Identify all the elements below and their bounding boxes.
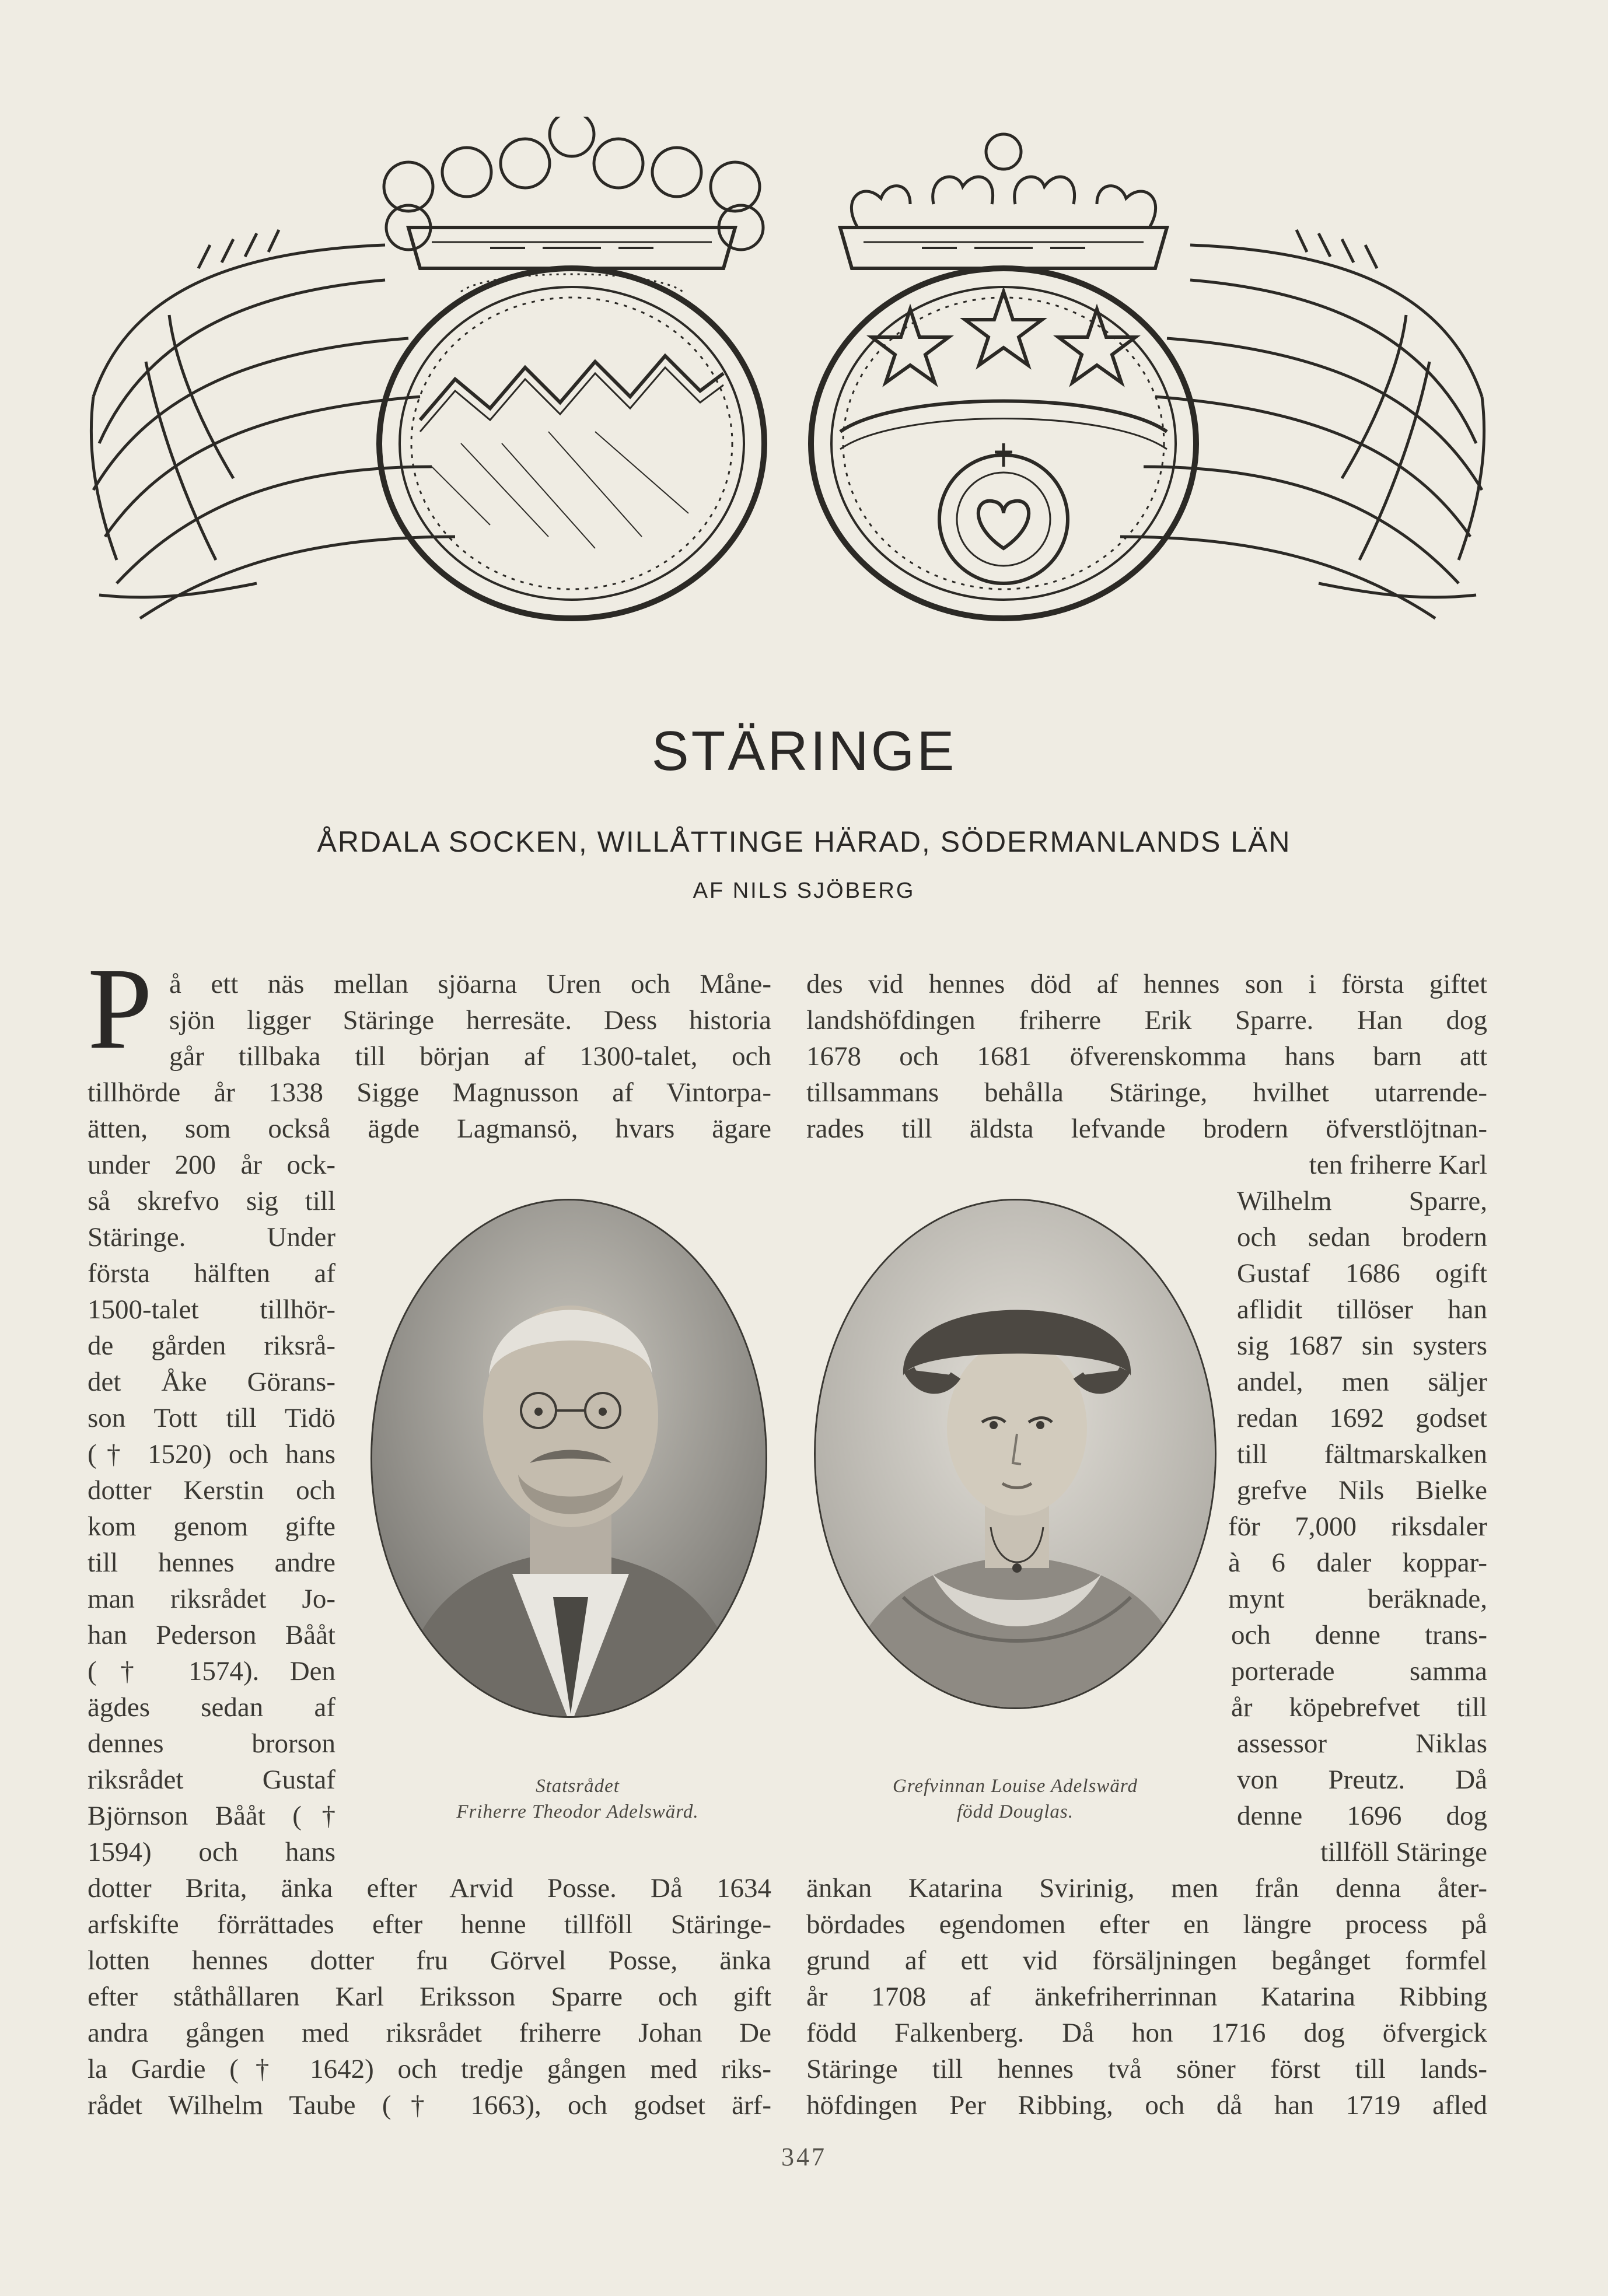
text-line: mynt beräknade, [1228,1584,1487,1614]
page-subtitle: ÅRDALA SOCKEN, WILLÅTTINGE HÄRAD, SÖDERMANLANDS LÄN [317,825,1291,858]
portrait-caption-line1: Grefvinnan Louise Adelswärd [893,1776,1138,1797]
text-line: grund af ett vid försäljningen begånget formfel [806,1945,1487,1976]
text-line: Stäringe till hennes två söner först till lands- [806,2054,1487,2084]
text-line: redan 1692 godset [1237,1403,1487,1433]
text-line: Stäringe. Under [88,1222,335,1252]
text-line: riksrådet Gustaf [88,1765,335,1795]
text-line: des vid hennes död af hennes son i första giftet [806,969,1487,999]
text-line: tillhörde år 1338 Sigge Magnusson af Vintorpa- [88,1077,771,1108]
text-line: efter ståthållaren Karl Eriksson Sparre och gift [88,1982,771,2012]
text-line: rades till äldsta lefvande brodern öfverstlöjtnan- [806,1114,1487,1144]
text-line: född Falkenberg. Då hon 1716 dog öfvergick [806,2018,1487,2048]
portrait-woman-icon [816,1200,1217,1709]
text-line: höfdingen Per Ribbing, och då han 1719 afled [806,2090,1487,2120]
text-line: assessor Niklas [1237,1728,1487,1759]
text-line: och denne trans- [1231,1620,1487,1650]
text-line: († 1574). Den [88,1656,335,1686]
text-line: de gården riksrå- [88,1331,335,1361]
drop-cap: P [88,944,153,1073]
portrait-caption-line1: Statsrådet [536,1776,620,1797]
portrait-man-icon [372,1200,767,1718]
text-line: kom genom gifte [88,1511,335,1542]
text-line: 1678 och 1681 öfverenskomma hans barn att [806,1041,1487,1072]
text-line: aflidit tillöser han [1237,1294,1487,1325]
author-byline: AF NILS SJÖBERG [693,878,915,903]
text-line: landshöfdingen friherre Erik Sparre. Han dog [806,1005,1487,1035]
shield-left-mountains-icon [379,268,764,618]
text-line: sjön ligger Stäringe herresäte. Dess historia [169,1005,771,1035]
text-line: grefve Nils Bielke [1237,1475,1487,1506]
text-line: la Gardie († 1642) och tredje gången med riks- [88,2054,771,2084]
text-line: år 1708 af änkefriherrinnan Katarina Ribbing [806,1982,1487,2012]
portrait-caption-line2: Friherre Theodor Adelswärd. [456,1801,699,1822]
crown-left-pearls-icon [384,117,763,268]
text-line: à 6 daler koppar- [1228,1548,1487,1578]
text-line: bördades egendomen efter en längre process på [806,1909,1487,1940]
coat-of-arms-banner [82,117,1494,642]
text-line: går tillbaka till början af 1300-talet, och [169,1041,771,1072]
portrait-caption-line2: född Douglas. [956,1801,1074,1822]
text-line: till hennes andre [88,1548,335,1578]
text-line: änkan Katarina Svirinig, men från denna åter- [806,1873,1487,1903]
text-line: tillsammans behålla Stäringe, hvilhet utarrende- [806,1077,1487,1108]
page-title: STÄRINGE [651,720,957,782]
text-line: († 1520) och hans [88,1439,335,1469]
text-line: Björnson Bååt († [88,1801,335,1831]
text-line: tillföll Stäringe [1320,1837,1487,1867]
text-line: för 7,000 riksdaler [1228,1511,1487,1542]
text-line: ätten, som också ägde Lagmansö, hvars ägare [88,1114,771,1144]
text-line: rådet Wilhelm Taube († 1663), och godset ärf- [88,2090,771,2120]
text-line: 1594) och hans [88,1837,335,1867]
text-line: och sedan brodern [1237,1222,1487,1252]
text-line: dennes brorson [88,1728,335,1759]
text-line: 1500-talet tillhör- [88,1294,335,1325]
text-line: första hälften af [88,1258,335,1289]
text-line: andra gången med riksrådet friherre Johan De [88,2018,771,2048]
text-line: han Pederson Bååt [88,1620,335,1650]
text-line: lotten hennes dotter fru Görvel Posse, änka [88,1945,771,1976]
text-line: von Preutz. Då [1237,1765,1487,1795]
shield-right-stars-rose-icon [811,268,1196,618]
text-line: under 200 år ock- [88,1150,335,1180]
text-line: son Tott till Tidö [88,1403,335,1433]
text-line: å ett näs mellan sjöarna Uren och Måne- [169,969,771,999]
portrait-theodor-adelsward [370,1199,767,1718]
portrait-louise-adelsward [814,1199,1217,1709]
page-number: 347 [781,2143,827,2171]
text-line: Wilhelm Sparre, [1237,1186,1487,1216]
text-line: dotter Brita, änka efter Arvid Posse. Då 1634 [88,1873,771,1903]
text-line: denne 1696 dog [1237,1801,1487,1831]
text-line: Gustaf 1686 ogift [1237,1258,1487,1289]
text-line: till fältmarskalken [1237,1439,1487,1469]
text-line: så skrefvo sig till [88,1186,335,1216]
text-line: det Åke Görans- [88,1367,335,1397]
text-line: andel, men säljer [1237,1367,1487,1397]
text-line: porterade samma [1231,1656,1487,1686]
text-line: dotter Kerstin och [88,1475,335,1506]
text-line: sig 1687 sin systers [1237,1331,1487,1361]
text-line: man riksrådet Jo- [88,1584,335,1614]
text-line: år köpebrefvet till [1231,1692,1487,1723]
text-line: ägdes sedan af [88,1692,335,1723]
crown-right-leaves-icon [840,134,1167,268]
text-line: arfskifte förrättades efter henne tillföll Stäringe- [88,1909,771,1940]
text-line: ten friherre Karl [1309,1150,1487,1180]
